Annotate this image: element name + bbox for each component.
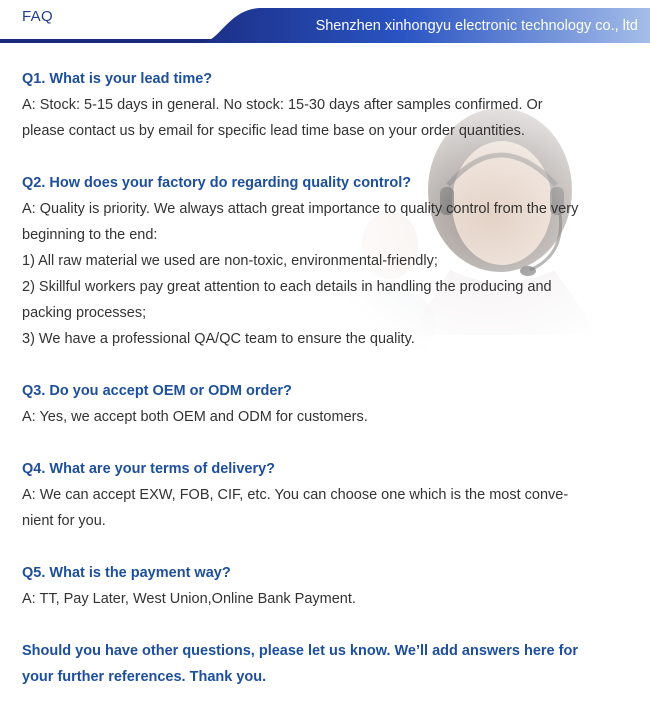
answer-1-line: please contact us by email for specific lead time base on your order quantities. (22, 123, 525, 139)
question-5: Q5. What is the payment way? (22, 565, 231, 581)
answer-1-line: A: Stock: 5-15 days in general. No stock: 15-30 days after samples confirmed. Or (22, 97, 543, 113)
answer-2-line: A: Quality is priority. We always attach great importance to quality control from the very (22, 201, 579, 217)
answer-2-line: 1) All raw material we used are non-toxic, environmental-friendly; (22, 253, 438, 269)
answer-2-line: 2) Skillful workers pay great attention to each details in handling the producing and (22, 279, 552, 295)
answer-5-line: A: TT, Pay Later, West Union,Online Bank Payment. (22, 591, 356, 607)
question-4: Q4. What are your terms of delivery? (22, 461, 276, 477)
answer-2-line: packing processes; (22, 305, 147, 321)
faq-content (22, 66, 632, 690)
answer-2-line: beginning to the end: (22, 227, 158, 243)
faq-title: FAQ (22, 8, 53, 25)
closing-note-line: Should you have other questions, please let us know. We’ll add answers here for (22, 643, 578, 659)
header-banner (0, 0, 650, 44)
company-name: Shenzhen xinhongyu electronic technology co., ltd (315, 18, 638, 34)
closing-note-line: your further references. Thank you. (22, 669, 267, 685)
question-1: Q1. What is your lead time? (22, 71, 213, 87)
answer-4-line: A: We can accept EXW, FOB, CIF, etc. You can choose one which is the most conve- (22, 487, 569, 503)
question-3: Q3. Do you accept OEM or ODM order? (22, 383, 292, 399)
answer-3-line: A: Yes, we accept both OEM and ODM for customers. (22, 409, 368, 425)
question-2: Q2. How does your factory do regarding quality control? (22, 175, 412, 191)
answer-4-line: nient for you. (22, 513, 106, 529)
answer-2-line: 3) We have a professional QA/QC team to ensure the quality. (22, 331, 415, 347)
